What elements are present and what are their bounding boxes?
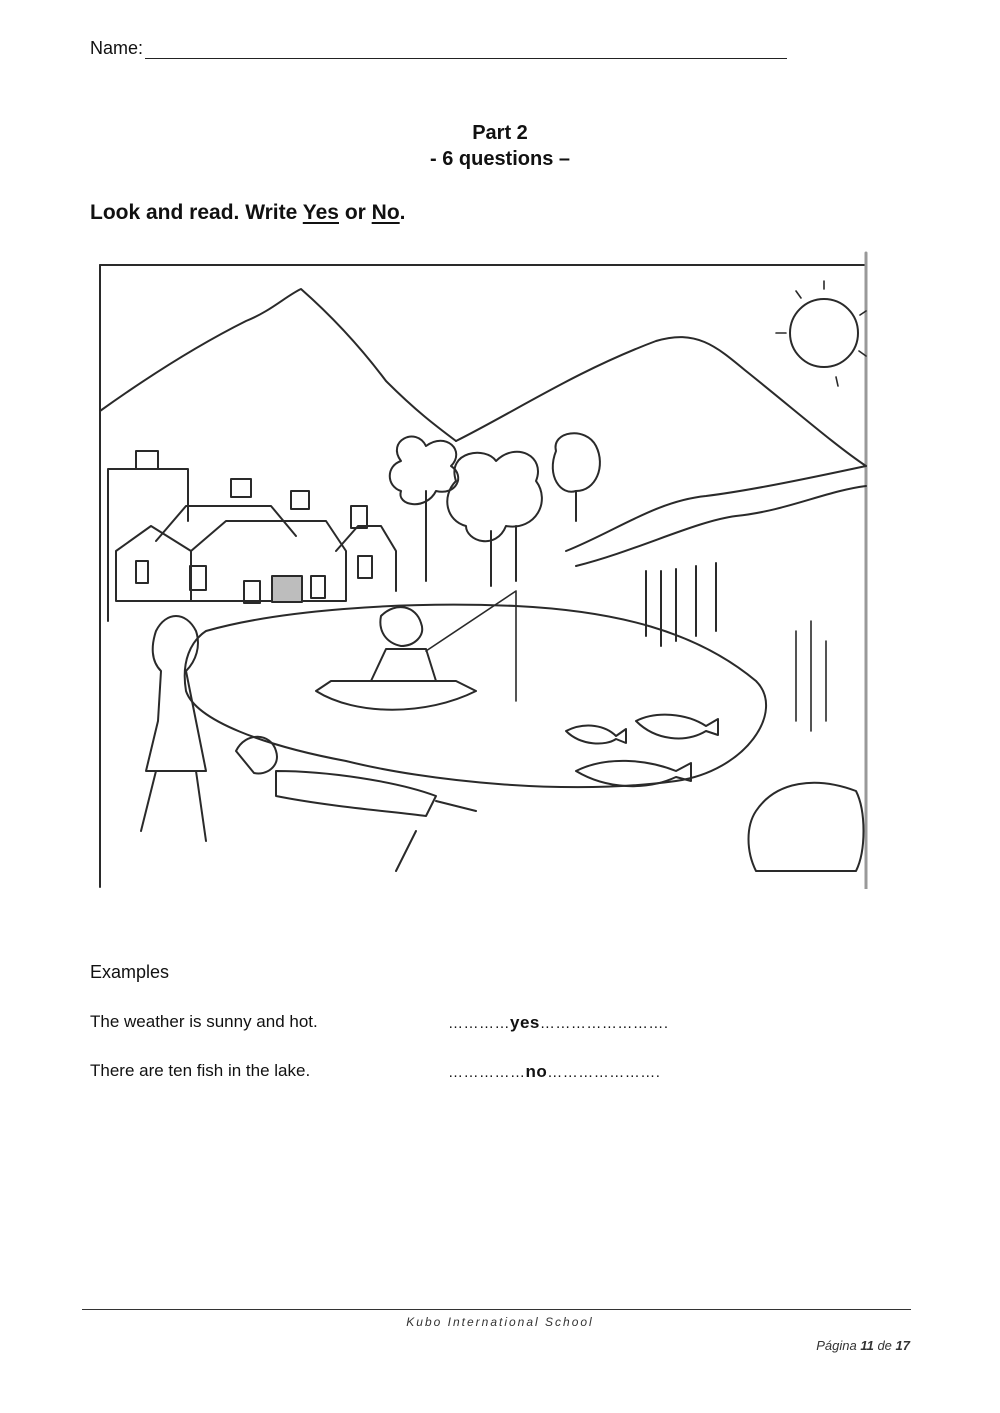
name-field[interactable]	[90, 38, 787, 59]
example-sentence-1: The weather is sunny and hot.	[90, 1012, 318, 1031]
part-title: Part 2	[472, 122, 528, 144]
page-number: Página 11 de 17	[816, 1338, 910, 1353]
footer-school-name: Kubo International School	[406, 1315, 594, 1329]
scene-illustration	[96, 251, 870, 889]
example-answer-1-value: yes	[510, 1013, 540, 1032]
yes-word: Yes	[302, 201, 339, 224]
name-blank-line[interactable]	[145, 42, 787, 59]
name-label: Name:	[90, 38, 144, 58]
footer-divider	[82, 1309, 911, 1310]
example-answer-2[interactable]: ……………no………………….	[448, 1062, 661, 1081]
part-subtitle: - 6 questions –	[429, 148, 571, 170]
example-answer-2-value: no	[525, 1062, 548, 1081]
example-answer-1[interactable]: …………yes…………………….	[448, 1013, 669, 1032]
instruction: Look and read. Write Yes or No.	[90, 201, 406, 224]
examples-title: Examples	[90, 962, 170, 982]
no-word: No	[371, 201, 400, 224]
door	[272, 576, 302, 602]
example-sentence-2: There are ten fish in the lake.	[90, 1061, 311, 1080]
